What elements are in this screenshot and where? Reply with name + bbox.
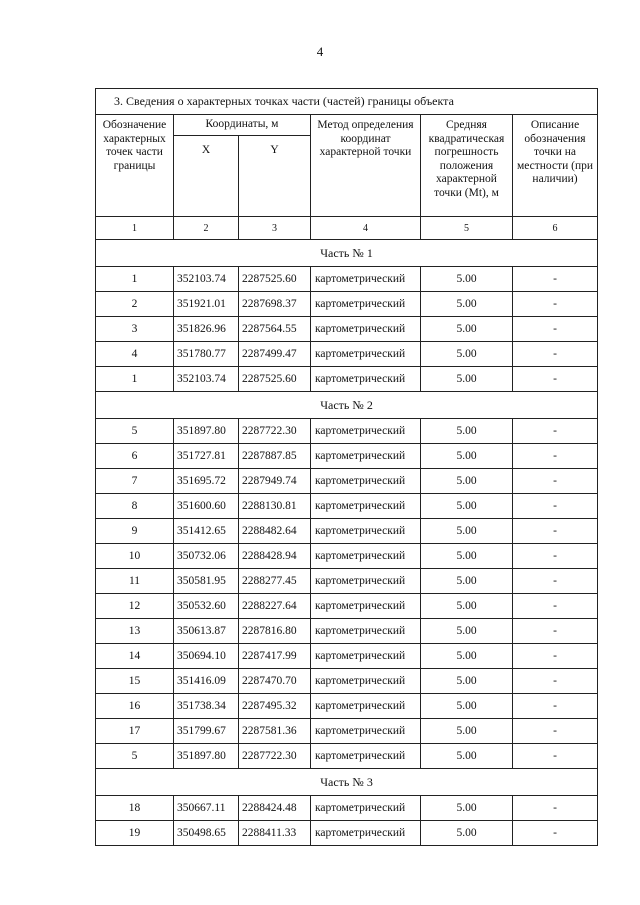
description: -	[513, 619, 598, 644]
coord-x: 351826.96	[174, 317, 239, 342]
point-id: 1	[96, 367, 174, 392]
point-id: 5	[96, 744, 174, 769]
coord-x: 351921.01	[174, 292, 239, 317]
method: картометрический	[311, 544, 421, 569]
description: -	[513, 694, 598, 719]
method: картометрический	[311, 469, 421, 494]
coord-x: 351897.80	[174, 744, 239, 769]
page-number: 4	[316, 44, 324, 59]
method: картометрический	[311, 821, 421, 846]
error-mt: 5.00	[421, 694, 513, 719]
method: картометрический	[311, 744, 421, 769]
error-mt: 5.00	[421, 342, 513, 367]
characteristic-points-table	[95, 88, 598, 846]
description: -	[513, 444, 598, 469]
description: -	[513, 494, 598, 519]
point-id: 9	[96, 519, 174, 544]
table-row	[96, 644, 598, 669]
coord-y: 2287525.60	[239, 367, 311, 392]
coord-y: 2287887.85	[239, 444, 311, 469]
part-header-row	[96, 769, 598, 796]
error-mt: 5.00	[421, 744, 513, 769]
method: картометрический	[311, 419, 421, 444]
table-row	[96, 821, 598, 846]
coord-x: 351799.67	[174, 719, 239, 744]
header-y: Y	[239, 136, 311, 217]
table-row	[96, 292, 598, 317]
table-row	[96, 544, 598, 569]
coord-x: 352103.74	[174, 267, 239, 292]
coord-x: 351695.72	[174, 469, 239, 494]
method: картометрический	[311, 694, 421, 719]
coord-y: 2287564.55	[239, 317, 311, 342]
table-row	[96, 719, 598, 744]
coord-x: 350732.06	[174, 544, 239, 569]
header-method: Метод определения координат характерной точки	[311, 115, 421, 217]
point-id: 7	[96, 469, 174, 494]
point-id: 8	[96, 494, 174, 519]
part-header-row	[96, 392, 598, 419]
coord-x: 350498.65	[174, 821, 239, 846]
coord-y: 2287722.30	[239, 744, 311, 769]
error-mt: 5.00	[421, 821, 513, 846]
point-id: 12	[96, 594, 174, 619]
error-mt: 5.00	[421, 796, 513, 821]
table-row	[96, 342, 598, 367]
table-row	[96, 569, 598, 594]
table-row	[96, 594, 598, 619]
column-number: 4	[311, 217, 421, 240]
coord-x: 351600.60	[174, 494, 239, 519]
method: картометрический	[311, 267, 421, 292]
error-mt: 5.00	[421, 519, 513, 544]
point-id: 10	[96, 544, 174, 569]
coord-y: 2287525.60	[239, 267, 311, 292]
coord-y: 2287470.70	[239, 669, 311, 694]
coord-x: 351897.80	[174, 419, 239, 444]
point-id: 16	[96, 694, 174, 719]
description: -	[513, 719, 598, 744]
point-id: 4	[96, 342, 174, 367]
table-row	[96, 367, 598, 392]
coord-y: 2288424.48	[239, 796, 311, 821]
error-mt: 5.00	[421, 594, 513, 619]
column-number: 6	[513, 217, 598, 240]
coord-y: 2287816.80	[239, 619, 311, 644]
method: картометрический	[311, 367, 421, 392]
method: картометрический	[311, 444, 421, 469]
table-row	[96, 444, 598, 469]
coord-x: 350532.60	[174, 594, 239, 619]
coord-y: 2287722.30	[239, 419, 311, 444]
table-row	[96, 469, 598, 494]
method: картометрический	[311, 569, 421, 594]
coord-y: 2287949.74	[239, 469, 311, 494]
error-mt: 5.00	[421, 544, 513, 569]
coord-x: 350581.95	[174, 569, 239, 594]
point-id: 2	[96, 292, 174, 317]
point-id: 15	[96, 669, 174, 694]
coord-y: 2288130.81	[239, 494, 311, 519]
description: -	[513, 292, 598, 317]
description: -	[513, 317, 598, 342]
method: картометрический	[311, 669, 421, 694]
header-x: X	[174, 136, 239, 217]
point-id: 19	[96, 821, 174, 846]
coord-x: 352103.74	[174, 367, 239, 392]
error-mt: 5.00	[421, 419, 513, 444]
coord-y: 2287495.32	[239, 694, 311, 719]
coord-x: 351412.65	[174, 519, 239, 544]
point-id: 14	[96, 644, 174, 669]
error-mt: 5.00	[421, 669, 513, 694]
table-row	[96, 694, 598, 719]
description: -	[513, 267, 598, 292]
coord-x: 350694.10	[174, 644, 239, 669]
point-id: 6	[96, 444, 174, 469]
error-mt: 5.00	[421, 644, 513, 669]
point-id: 18	[96, 796, 174, 821]
method: картометрический	[311, 519, 421, 544]
coord-y: 2287698.37	[239, 292, 311, 317]
header-error: Средняя квадратическая погрешность положения характерной точки (Mt), м	[421, 115, 513, 217]
coord-y: 2287581.36	[239, 719, 311, 744]
column-number-row	[96, 217, 598, 240]
description: -	[513, 544, 598, 569]
coord-y: 2288411.33	[239, 821, 311, 846]
method: картометрический	[311, 342, 421, 367]
method: картометрический	[311, 594, 421, 619]
coord-x: 350613.87	[174, 619, 239, 644]
point-id: 1	[96, 267, 174, 292]
coord-y: 2288482.64	[239, 519, 311, 544]
error-mt: 5.00	[421, 469, 513, 494]
table-row	[96, 669, 598, 694]
table-row	[96, 619, 598, 644]
point-id: 5	[96, 419, 174, 444]
description: -	[513, 594, 598, 619]
header-coordinates: Координаты, м	[174, 115, 311, 136]
method: картометрический	[311, 796, 421, 821]
description: -	[513, 367, 598, 392]
coord-y: 2288428.94	[239, 544, 311, 569]
column-number: 1	[96, 217, 174, 240]
error-mt: 5.00	[421, 317, 513, 342]
header-point: Обозначение характерных точек части границы	[96, 115, 174, 217]
section-title: 3. Сведения о характерных точках части (частей) границы объекта	[96, 89, 598, 115]
table-row	[96, 419, 598, 444]
method: картометрический	[311, 619, 421, 644]
part-header-row	[96, 240, 598, 267]
method: картометрический	[311, 292, 421, 317]
coord-y: 2288227.64	[239, 594, 311, 619]
part-title: Часть № 1	[96, 240, 598, 267]
table-row	[96, 796, 598, 821]
description: -	[513, 469, 598, 494]
error-mt: 5.00	[421, 494, 513, 519]
error-mt: 5.00	[421, 569, 513, 594]
point-id: 17	[96, 719, 174, 744]
part-title: Часть № 2	[96, 392, 598, 419]
point-id: 11	[96, 569, 174, 594]
table-row	[96, 267, 598, 292]
point-id: 3	[96, 317, 174, 342]
method: картометрический	[311, 644, 421, 669]
method: картометрический	[311, 317, 421, 342]
error-mt: 5.00	[421, 367, 513, 392]
description: -	[513, 342, 598, 367]
description: -	[513, 796, 598, 821]
coord-y: 2288277.45	[239, 569, 311, 594]
error-mt: 5.00	[421, 292, 513, 317]
table-row	[96, 744, 598, 769]
error-mt: 5.00	[421, 719, 513, 744]
description: -	[513, 644, 598, 669]
coord-y: 2287417.99	[239, 644, 311, 669]
points-body	[96, 240, 598, 846]
header-description: Описание обозначения точки на местности (при наличии)	[513, 115, 598, 217]
part-title: Часть № 3	[96, 769, 598, 796]
column-number: 2	[174, 217, 239, 240]
description: -	[513, 821, 598, 846]
description: -	[513, 419, 598, 444]
coord-x: 351780.77	[174, 342, 239, 367]
table-row	[96, 519, 598, 544]
point-id: 13	[96, 619, 174, 644]
coord-x: 351416.09	[174, 669, 239, 694]
description: -	[513, 669, 598, 694]
method: картометрический	[311, 719, 421, 744]
description: -	[513, 569, 598, 594]
method: картометрический	[311, 494, 421, 519]
error-mt: 5.00	[421, 444, 513, 469]
coord-x: 351727.81	[174, 444, 239, 469]
coord-x: 351738.34	[174, 694, 239, 719]
description: -	[513, 519, 598, 544]
coord-y: 2287499.47	[239, 342, 311, 367]
coord-x: 350667.11	[174, 796, 239, 821]
description: -	[513, 744, 598, 769]
error-mt: 5.00	[421, 267, 513, 292]
column-number: 3	[239, 217, 311, 240]
table-row	[96, 317, 598, 342]
table-row	[96, 494, 598, 519]
error-mt: 5.00	[421, 619, 513, 644]
column-number: 5	[421, 217, 513, 240]
